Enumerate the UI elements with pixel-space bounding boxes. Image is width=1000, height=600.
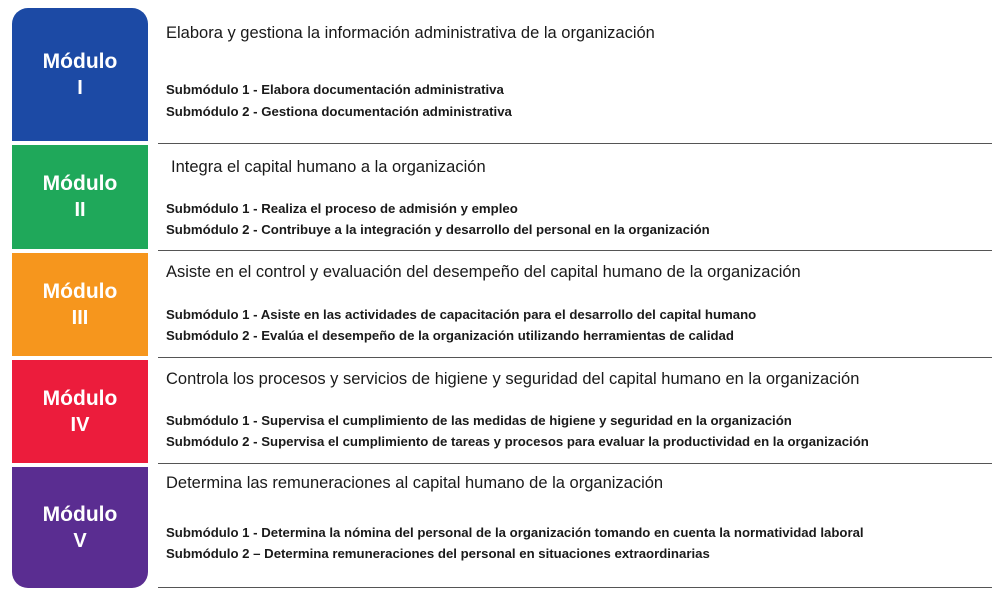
module-2-word: Módulo — [42, 172, 118, 195]
module-1-submodule-2: Submódulo 2 - Gestiona documentación administrativa — [166, 104, 512, 119]
module-5-title: Determina las remuneraciones al capital humano de la organización — [166, 474, 664, 492]
module-4-row — [158, 357, 992, 463]
module-1-block — [12, 8, 148, 141]
module-4-word: Módulo — [42, 386, 118, 410]
module-5-submodule-1: Submódulo 1 - Determina la nómina del personal de la organización tomando en cuenta la normatividad laboral — [166, 525, 864, 540]
module-5-numeral: V — [73, 529, 87, 552]
module-3-title: Asiste en el control y evaluación del desempeño del capital humano de la organización — [166, 263, 801, 281]
module-3-row — [158, 250, 992, 357]
module-2-row — [158, 143, 992, 250]
module-1-numeral: I — [77, 76, 83, 99]
module-2-submodule-1: Submódulo 1 - Realiza el proceso de admisión y empleo — [166, 201, 518, 216]
module-5-row — [158, 463, 992, 588]
module-3-block — [12, 253, 148, 356]
module-3-submodule-2: Submódulo 2 - Evalúa el desempeño de la organización utilizando herramientas de calidad — [166, 328, 734, 343]
module-3-numeral: III — [71, 306, 89, 329]
module-5-submodule-2: Submódulo 2 – Determina remuneraciones del personal en situaciones extraordinarias — [166, 546, 710, 561]
module-1-word: Módulo — [42, 49, 118, 73]
module-1-row — [158, 0, 992, 143]
module-5-word: Módulo — [42, 502, 118, 526]
module-5-block — [12, 467, 148, 588]
module-1-submodule-1: Submódulo 1 - Elabora documentación administrativa — [166, 82, 504, 97]
module-4-title: Controla los procesos y servicios de higiene y seguridad del capital humano en la organización — [166, 370, 860, 388]
module-4-numeral: IV — [70, 413, 90, 436]
module-3-word: Módulo — [42, 279, 118, 303]
module-2-submodule-2: Submódulo 2 - Contribuye a la integración y desarrollo del personal en la organización — [166, 222, 710, 237]
module-4-block — [12, 360, 148, 463]
module-1-title: Elabora y gestiona la información administrativa de la organización — [166, 24, 655, 42]
row-divider — [158, 587, 992, 588]
module-4-submodule-2: Submódulo 2 - Supervisa el cumplimiento de tareas y procesos para evaluar la productividad en la organización — [166, 434, 869, 449]
module-4-submodule-1: Submódulo 1 - Supervisa el cumplimiento de las medidas de higiene y seguridad en la organización — [166, 413, 792, 428]
module-2-block — [12, 145, 148, 249]
module-3-submodule-1: Submódulo 1 - Asiste en las actividades de capacitación para el desarrollo del capital humano — [166, 307, 757, 322]
module-2-title: Integra el capital humano a la organización — [171, 158, 486, 176]
module-color-column — [12, 8, 148, 588]
module-2-numeral: II — [74, 199, 86, 221]
